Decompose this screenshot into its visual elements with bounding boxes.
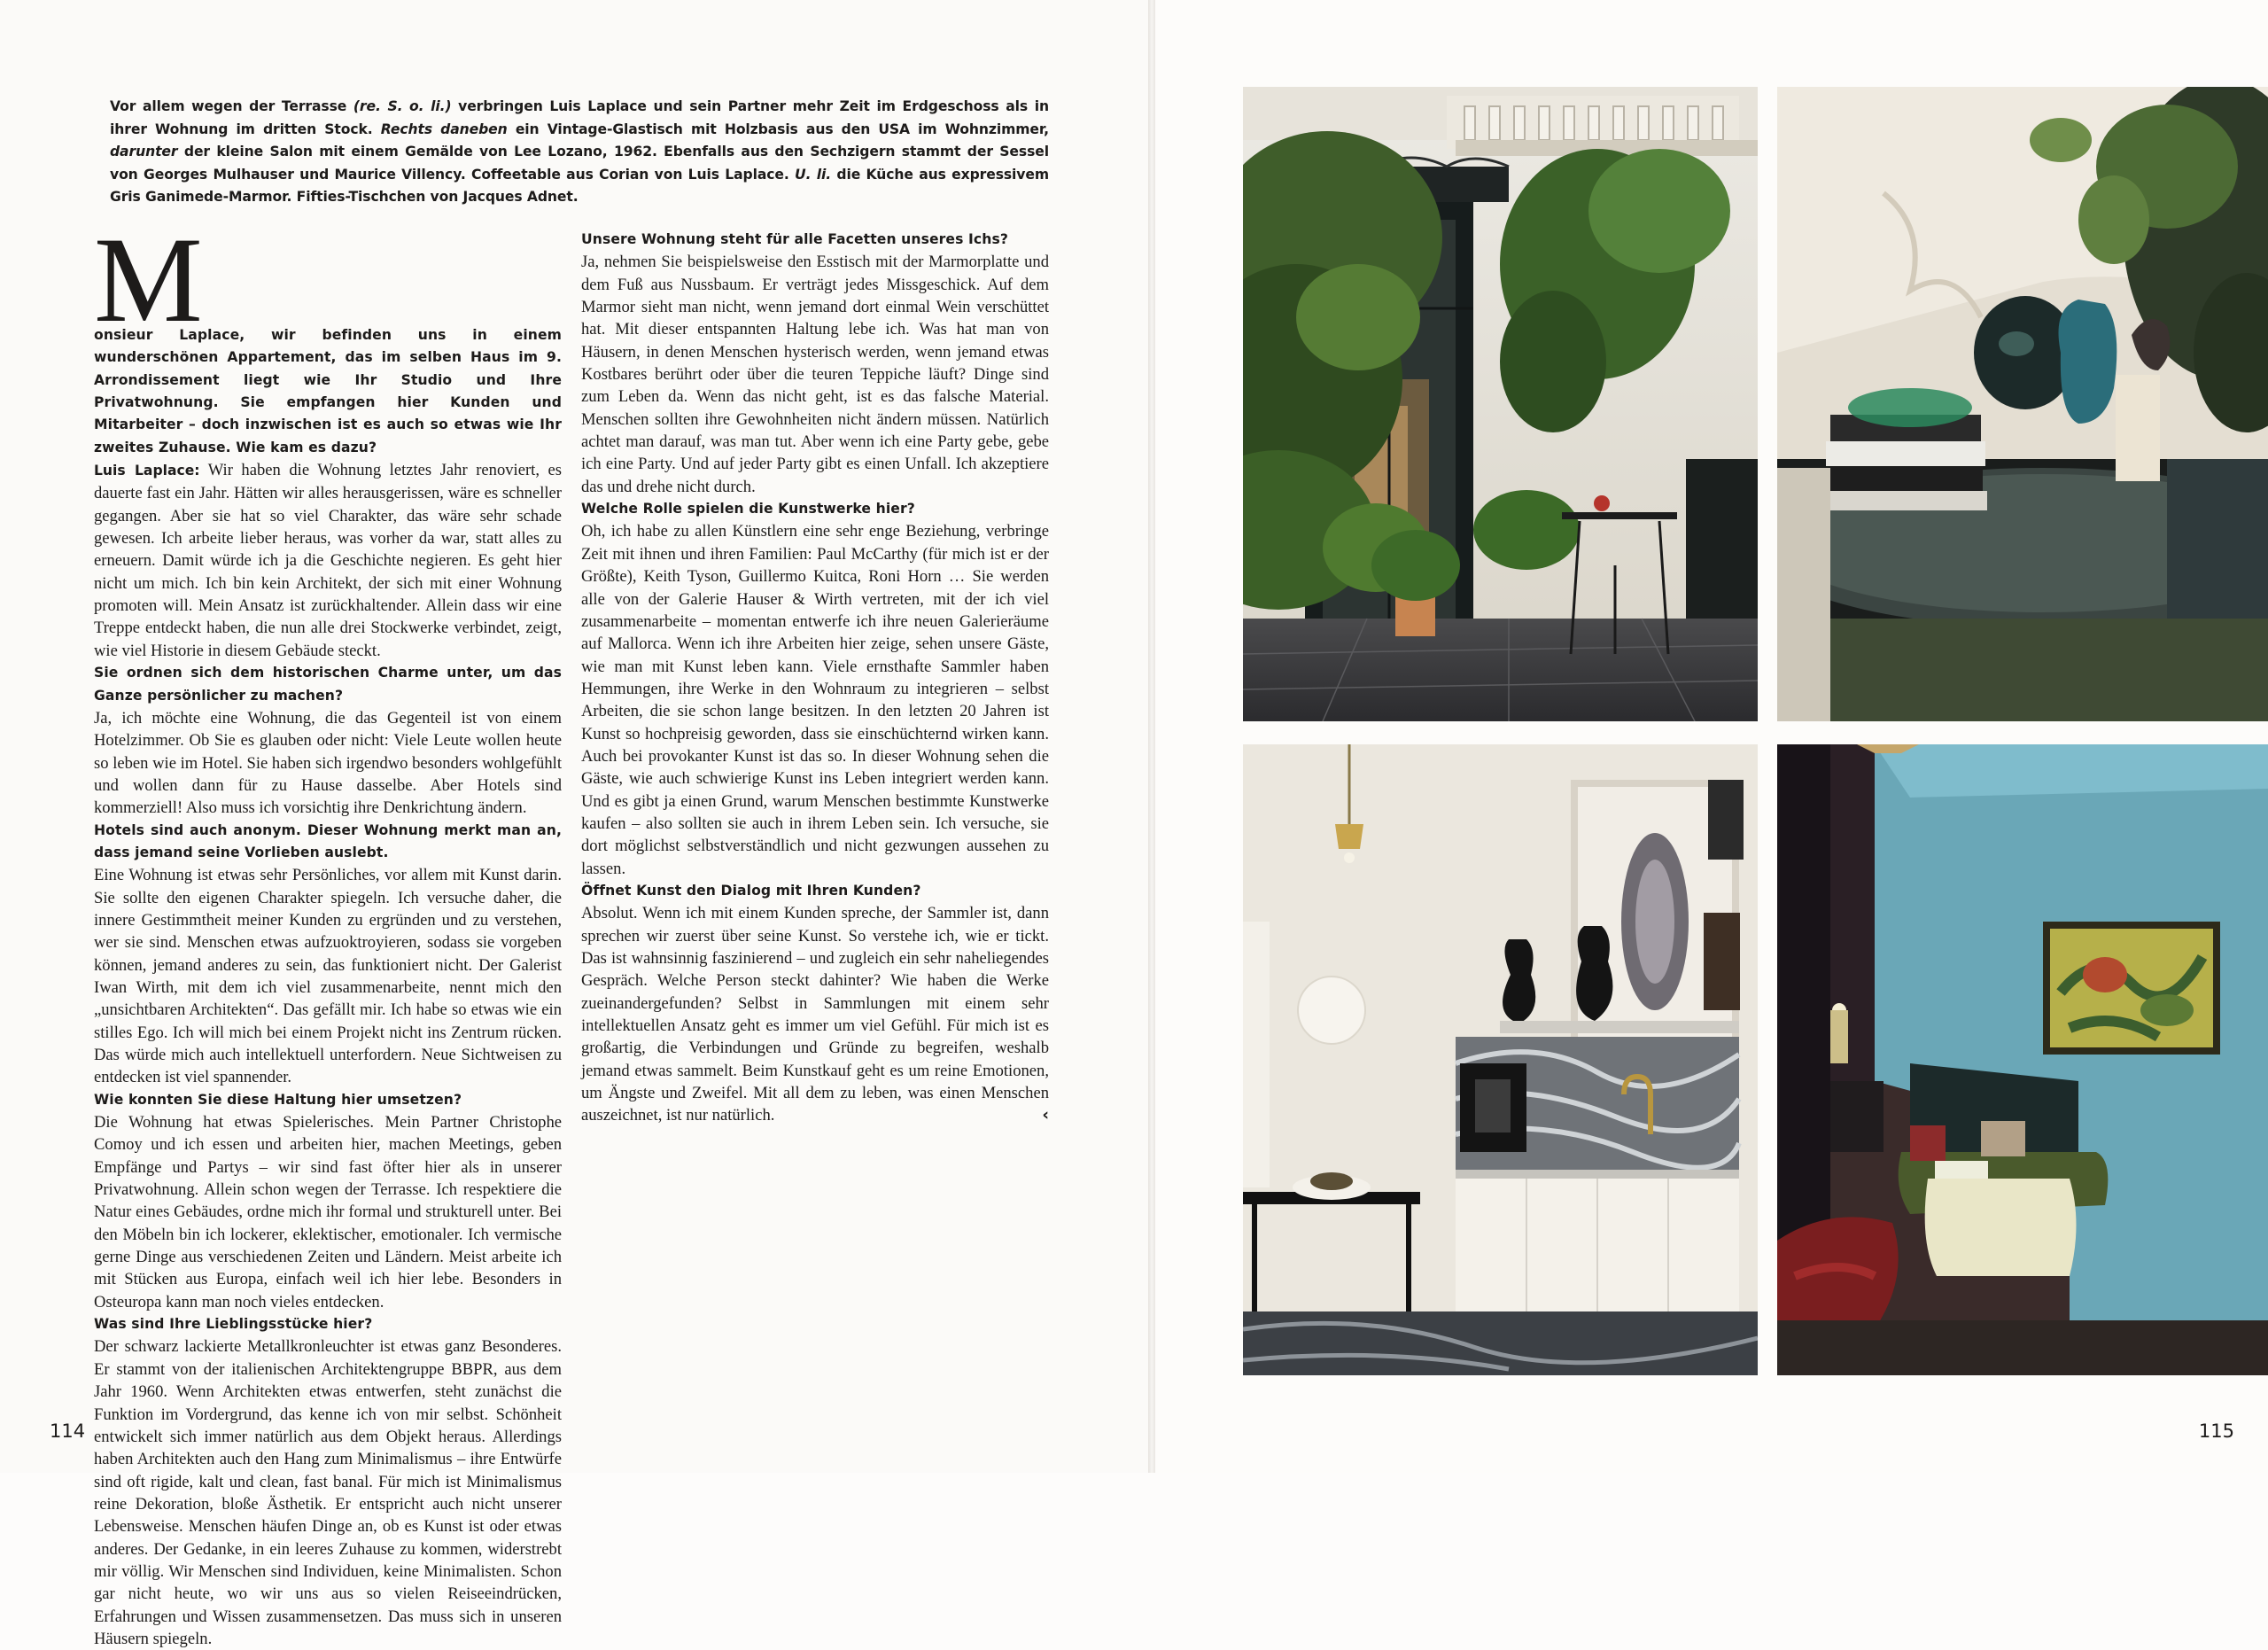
answer-3: Eine Wohnung ist etwas sehr Persönliches, vor allem mit Kunst darin. Sie sollte den eigenen Charakter spiegeln. Ich versuche daher, die innere Gestimmtheit meiner Kunden zu ergründen und zu verstehen, wer sie sind. Menschen etwas aufzuoktroyieren, sodass sie vorgeben können, jemand anderes zu sein, das funktioniert nicht. Der Galerist Iwan Wirth, mit dem ich viel zusammenarbeite, nennt mich den „unsichtbaren Architekten“. Das gefällt mir. Ich habe so etwas wie ein stilles Ego. Ich will mich bei einem Projekt nicht ins Zentrum rücken. Das würde mich auch intellektuell unterfordern. Neue Sichtweisen zu entdecken ist viel spannender. (94, 866, 562, 1087)
answer-5: Der schwarz lackierte Metallkronleuchter ist etwas ganz Besonderes. Er stammt von der italienischen Architektengruppe BBPR, aus dem Jahr 1960. Wenn Architekten etwas entwerfen, steht zunächst die Funktion im Vordergrund, das kenne ich von mir selbst. Schönheit entwickelt sich immer natürlich aus dem Objekt heraus. Allerdings haben Architekten auch den Hang zum Minimalismus – ihre Entwürfe sind oft rigide, kalt und clean, fast banal. Für mich ist Minimalismus reine Dekoration, bloße Ästhetik. Er entspricht auch nicht unserer Lebensweise. Menschen häufen Dinge an, ob es Kunst ist oder etwas anderes. Der Gedanke, in ein leeres Zuhause zu kommen, widerstrebt mir völlig. Wir Menschen sind Individuen, keine Minimalisten. Schon gar nicht heute, wo wir uns aus so vielen Reiseeindrücken, Erfahrungen und Wissen zusammensetzen. Das muss sich in unseren Häusern spiegeln. (94, 1337, 562, 1648)
spine-gutter (1148, 0, 1155, 1473)
text-column-1 (94, 212, 562, 1650)
answer-8: Absolut. Wenn ich mit einem Kunden spreche, der Sammler ist, dann sprechen wir zuerst über seine Kunst. So verstehe ich, wie er tickt. Das ist wahnsinnig faszinierend – und zugleich ein sehr naheliegendes Gespräch. Welche Person steckt dahinter? Wie haben die Werke zueinandergefunden? Selbst in Sammlungen mit einem sehr intellektuellen Ansatz geht es immer um viel Gefühl. Für mich ist es großartig, die Verbindungen und Gründe zu begreifen, weshalb jemand etwas sammelt. Beim Kunstkauf geht es um reine Emotionen, um Ängste und Zweifel. Mit all dem zu leben, was einen Menschen auszeichnet, ist nur natürlich. ‹ (581, 902, 1049, 1126)
salon-photo (1777, 744, 2268, 1375)
end-mark: ‹ (1042, 1106, 1049, 1125)
question-5: Was sind Ihre Lieblingsstücke hier? (94, 1316, 373, 1333)
answer-2: Ja, ich möchte eine Wohnung, die das Gegenteil ist von einem Hotelzimmer. Ob Sie es glauben oder nicht: Viele Leute wollen heute so leben wie im Hotel. Sie haben sich irgendwo besonders wohlgefühlt und wollen dann für zu Hause dasselbe. Aber Hotels sind kommerziell! Also muss ich vorsichtig ihre Denkrichtung ändern. (94, 708, 562, 818)
text-column-2 (581, 229, 1049, 1127)
answer-6: Ja, nehmen Sie beispielsweise den Esstisch mit der Marmorplatte und dem Fuß aus Nussbaum. Er verträgt jedes Missgeschick. Auf dem Marmor sieht man nicht, wenn jemand dort einmal Wein verschüttet hat. Mit dieser entspannten Haltung lebe ich. Was hat man von Häusern, in denen Menschen hysterisch werden, wenn jemand etwas Kostbares berührt oder über die teuren Teppiche läuft? Dinge sind zum Leben da. Wenn das nicht geht, ist es das falsche Material. Menschen sollten ihre Gewohnheiten nicht ändern müssen. Natürlich achtet man darauf, was man tut. Aber wenn ich eine Party gebe, gebe ich eine Party. Und auf jeder Party gibt es einen Unfall. Ich akzeptiere das und drehe nicht durch. (581, 253, 1049, 496)
question-1: onsieur Laplace, wir befinden uns in einem wunderschönen Appartement, das im selben Haus im 9. Arrondissement liegt wie Ihr Studio und Ihre Privatwohnung. Sie empfangen hier Kunden und Mitarbeiter – doch inzwischen ist es auch so etwas wie Ihr zweites Zuhause. Wie kam es dazu? (94, 327, 562, 455)
question-2: Sie ordnen sich dem historischen Charme unter, um das Ganze persönlicher zu machen? (94, 665, 562, 704)
speaker-label: Luis Laplace: (94, 463, 200, 479)
page-number-left: 114 (50, 1420, 86, 1442)
question-7: Welche Rolle spielen die Kunstwerke hier? (581, 501, 915, 518)
page-number-right: 115 (2198, 1420, 2234, 1442)
answer-7: Oh, ich habe zu allen Künstlern eine sehr enge Beziehung, verbringe Zeit mit ihnen und ihren Familien: Paul McCarthy (für mich ist er der Größte), Keith Tyson, Guillermo Kuitca, Roni Horn … Sie werden alle von der Galerie Hauser & Wirth vertreten, mit der ich viel zusammenarbeite – momentan entwerfe ich ihre neuen Galerieräume auf Mallorca. Wenn ich ihre Arbeiten hier zeige, sehen unsere Gäste, wie man mit Kunst leben kann. Viele ernsthafte Sammler haben Hemmungen, ihre Werke in den Wohnraum zu integrieren – selbst Arbeiten, die sie schon lange besitzen. In den letzten 20 Jahren ist Kunst so hochpreisig geworden, dass sie einschüchternd wirken kann. Auch bei provokanter Kunst ist das so. In dieser Wohnung sehen die Gäste, wie auch schwierige Kunst ins Leben integriert werden kann. Und es gibt ja einen Grund, warum Menschen bestimmte Kunstwerke kaufen – also sollten sie auch in ihrem Leben sein. Ich versuche, sie dort möglichst selbstverständlich und nicht gezwungen aussehen zu lassen. (581, 522, 1049, 878)
question-4: Wie konnten Sie diese Haltung hier umsetzen? (94, 1091, 462, 1108)
kitchen-photo (1243, 744, 1758, 1375)
drop-cap: M (94, 212, 201, 347)
living-room-photo (1777, 87, 2268, 721)
question-3: Hotels sind auch anonym. Dieser Wohnung merkt man an, dass jemand seine Vorlieben auslebt. (94, 821, 562, 860)
terrace-photo (1243, 87, 1758, 721)
photo-caption: Vor allem wegen der Terrasse (re. S. o. li.) verbringen Luis Laplace und sein Partner mehr Zeit im Erdgeschoss als in ihrer Wohnung im dritten Stock. Rechts daneben ein Vintage-Glastisch mit Holzbasis aus den USA im Wohnzimmer, darunter der kleine Salon mit einem Gemälde von Lee Lozano, 1962. Ebenfalls aus den Sechzigern stammt der Sessel von Georges Mulhauser und Maurice Villency. Coffeetable aus Corian von Luis Laplace. U. li. die Küche aus expressivem Gris Ganimede-Marmor. Fifties-Tischchen von Jacques Adnet. (110, 98, 1049, 206)
question-8: Öffnet Kunst den Dialog mit Ihren Kunden? (581, 882, 921, 899)
answer-1: Luis Laplace: Wir haben die Wohnung letztes Jahr renoviert, es dauerte fast ein Jahr. Hätten wir alles herausgerissen, wäre es schneller gegangen. Aber sie hat so viel Charakter, das wäre sehr schade gewesen. Ich arbeite lieber heraus, was vorher da war, statt alles zu erneuern. Damit würde ich ja die Geschichte negieren. Es geht hier nicht um mich. Ich bin kein Architekt, der sich mit einer Wohnung promoten will. Mein Ansatz ist zurückhaltender. Allein dass wir eine Treppe entdeckt haben, die nun alle drei Stockwerke verbindet, zeigt, wie viel Historie in diesem Gebäude steckt. (94, 461, 562, 660)
question-6: Unsere Wohnung steht für alle Facetten unseres Ichs? (581, 231, 1008, 247)
answer-4: Die Wohnung hat etwas Spielerisches. Mein Partner Christophe Comoy und ich essen und arbeiten hier, machen Meetings, geben Empfänge und Partys – wir sind fast öfter hier als in unserer Privatwohnung. Allein schon wegen der Terrasse. Ich respektiere die Natur eines Gebäudes, ordne mich ihr formal und strukturell unter. Bei den Möbeln bin ich lockerer, eklektischer, emotionaler. Ich vermische gerne Dinge aus verschiedenen Zeiten und Ländern. Meist arbeite ich mit Stücken aus Europa, einfach weil ich hier lebe. Besonders in Osteuropa kann man noch vieles entdecken. (94, 1113, 562, 1311)
